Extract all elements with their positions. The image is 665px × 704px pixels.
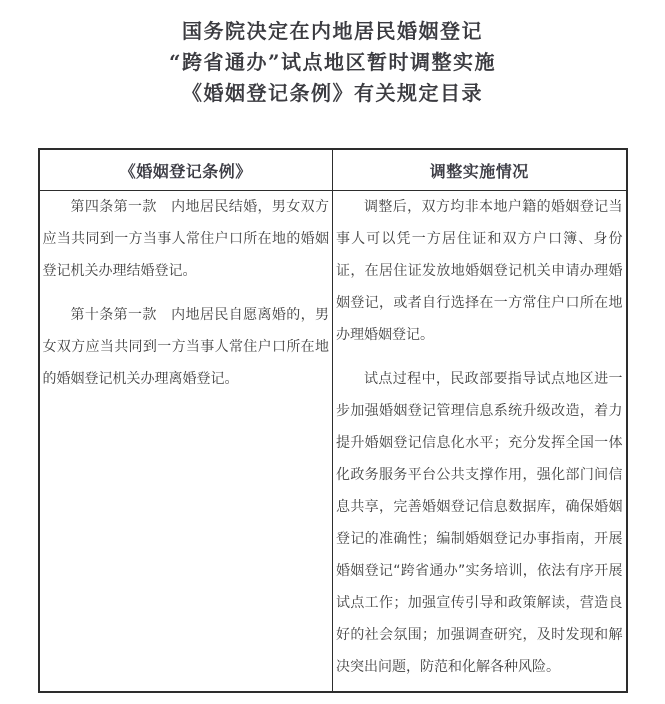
title-line-1: 国务院决定在内地居民婚姻登记 bbox=[182, 19, 483, 43]
regulation-paragraph-article-10: 第十条第一款 内地居民自愿离婚的，男女双方应当共同到一方当事人常住户口所在地的婚姻登记机关办理离婚登记。 bbox=[42, 307, 329, 387]
title-line-2: “跨省通办”试点地区暂时调整实施 bbox=[168, 50, 496, 74]
table-header-regulation: 《婚姻登记条例》 bbox=[39, 149, 333, 191]
adjustment-paragraph-2: 试点过程中，民政部要指导试点地区进一步加强婚姻登记管理信息系统升级改造，着力提升婚姻登记信息化水平；充分发挥全国一体化政务服务平台公共支撑作用，强化部门间信息共享，完善婚姻登记信息数据库，确保婚姻登记的准确性；编制婚姻登记办事指南，开展婚姻登记“跨省通办”实务培训，依法有序开展试点工作；加强宣传引导和政策解读，营造良好的社会氛围；加强调查研究，及时发现和解决突出问题，防范和化解各种风险。 bbox=[336, 371, 623, 675]
table-header-adjustment: 调整实施情况 bbox=[333, 149, 627, 191]
table-body-row bbox=[39, 191, 627, 693]
regulations-adjustment-table bbox=[38, 148, 628, 693]
document-title bbox=[0, 0, 665, 109]
regulation-paragraph-article-4: 第四条第一款 内地居民结婚，男女双方应当共同到一方当事人常住户口所在地的婚姻登记机关办理结婚登记。 bbox=[42, 199, 329, 279]
adjustment-paragraph-1: 调整后，双方均非本地户籍的婚姻登记当事人可以凭一方居住证和双方户口簿、身份证，在居住证发放地婚姻登记机关申请办理婚姻登记，或者自行选择在一方常住户口所在地办理婚姻登记。 bbox=[336, 199, 623, 343]
table-header-row bbox=[39, 149, 627, 191]
table-cell-regulation bbox=[39, 191, 333, 693]
title-line-3: 《婚姻登记条例》有关规定目录 bbox=[182, 81, 483, 105]
table-cell-adjustment bbox=[333, 191, 627, 693]
